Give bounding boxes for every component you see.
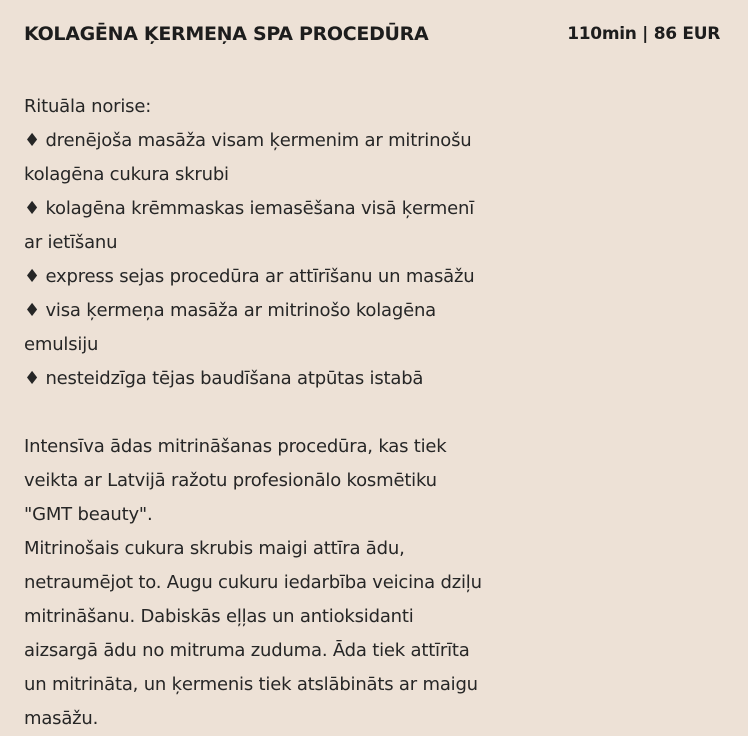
ritual-line: ♦ drenējoša masāža visam ķermenim ar mitrinošu [24,130,472,151]
paragraph-gap [24,396,534,430]
description-line: netraumējot to. Augu cukuru iedarbība veicina dziļu [24,572,482,593]
description-line: "GMT beauty". [24,504,153,525]
description-line: masāžu. [24,708,99,729]
procedure-header [24,20,720,48]
ritual-line: ♦ nesteidzīga tējas baudīšana atpūtas istabā [24,368,424,389]
description-line: Mitrinošais cukura skrubis maigi attīra ādu, [24,538,405,559]
ritual-line: emulsiju [24,334,99,355]
ritual-line: ♦ express sejas procedūra ar attīrīšanu un masāžu [24,266,475,287]
description-line: mitrināšanu. Dabiskās eļļas un antioksidanti [24,606,414,627]
description-line: Intensīva ādas mitrināšanas procedūra, kas tiek [24,436,447,457]
ritual-line: ♦ kolagēna krēmmaskas iemasēšana visā ķermenī [24,198,475,219]
ritual-line: kolagēna cukura skrubi [24,164,229,185]
description-line: un mitrināta, un ķermenis tiek atslābināts ar maigu [24,674,478,695]
ritual-line: ar ietīšanu [24,232,118,253]
description-line: veikta ar Latvijā ražotu profesionālo kosmētiku [24,470,437,491]
ritual-heading: Rituāla norise: [24,96,152,117]
procedure-description [24,90,534,736]
procedure-price: 110min | 86 EUR [567,24,720,44]
ritual-line: ♦ visa ķermeņa masāža ar mitrinošo kolagēna [24,300,437,321]
procedure-title: KOLAGĒNA ĶERMEŅA SPA PROCEDŪRA [24,23,429,45]
description-line: aizsargā ādu no mitruma zuduma. Āda tiek attīrīta [24,640,470,661]
